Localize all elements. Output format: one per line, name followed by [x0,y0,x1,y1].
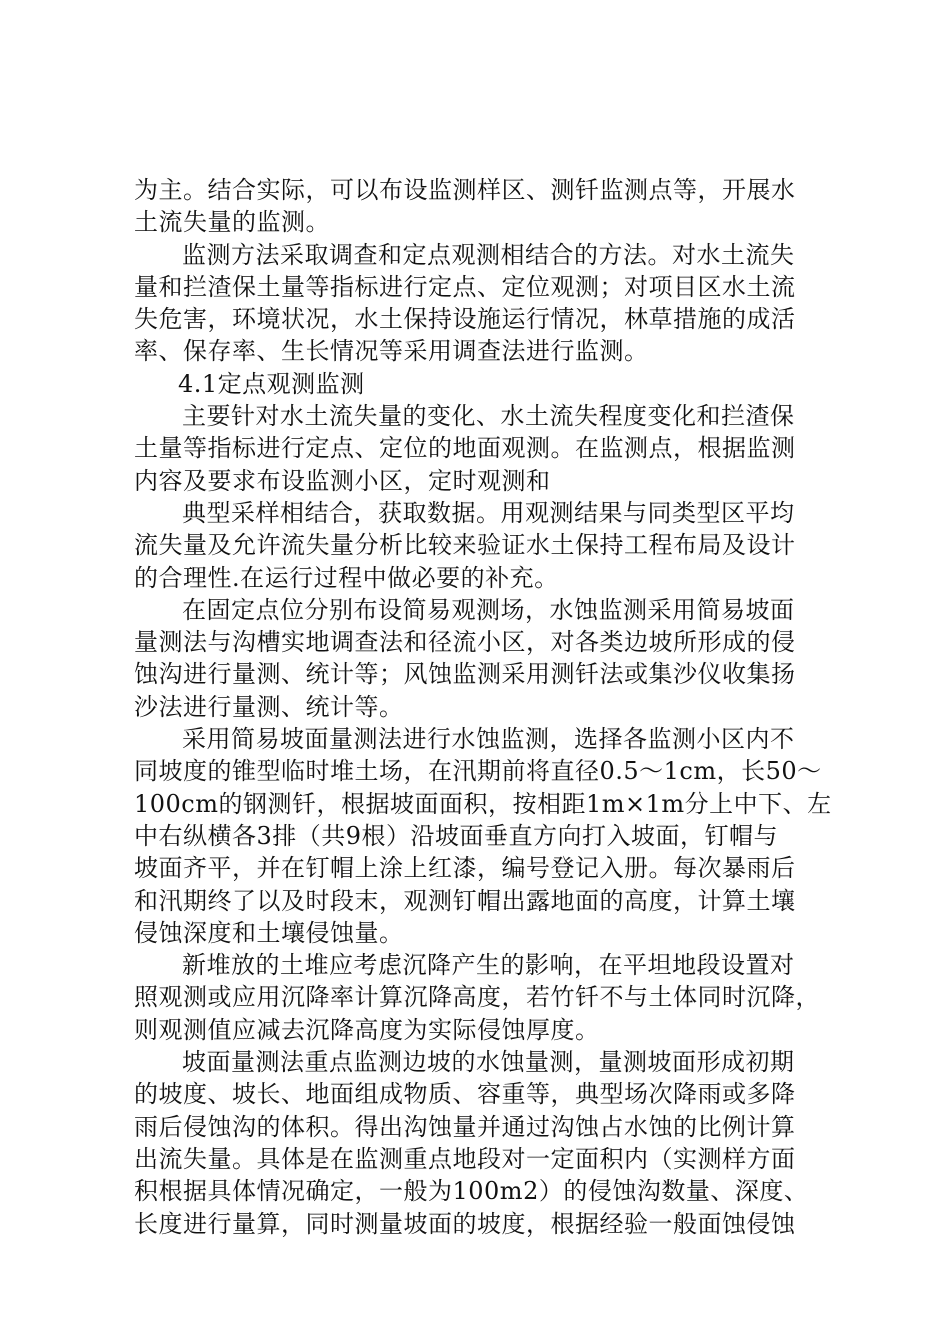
text-line: 蚀沟进行量测、统计等；风蚀监测采用测钎法或集沙仪收集扬 [134,660,796,689]
text-line: 的坡度、坡长、地面组成物质、容重等，典型场次降雨或多降 [134,1080,796,1109]
text-line: 同坡度的锥型临时堆土场，在汛期前将直径0.5～1cm，长50～ [134,757,822,786]
text-line: 长度进行量算，同时测量坡面的坡度，根据经验一般面蚀侵蚀 [134,1209,796,1238]
text-line: 积根据具体情况确定，一般为100m2）的侵蚀沟数量、深度、 [134,1177,809,1206]
text-line: 照观测或应用沉降率计算沉降高度，若竹钎不与土体同时沉降， [134,983,820,1012]
paragraph-start-line: 典型采样相结合，获取数据。用观测结果与同类型区平均 [182,498,795,527]
paragraph-start-line: 坡面量测法重点监测边坡的水蚀量测，量测坡面形成初期 [182,1048,795,1077]
text-line: 流失量及允许流失量分析比较来验证水土保持工程布局及设计 [134,531,796,560]
text-line: 侵蚀深度和土壤侵蚀量。 [134,918,404,947]
paragraph-start-line: 采用简易坡面量测法进行水蚀监测，选择各监测小区内不 [182,725,795,754]
text-line: 沙法进行量测、统计等。 [134,692,404,721]
paragraph-start-line: 监测方法采取调查和定点观测相结合的方法。对水土流失 [182,240,795,269]
text-line: 土流失量的监测。 [134,208,330,237]
text-line: 中右纵横各3排（共9根）沿坡面垂直方向打入坡面，钉帽与 [134,821,779,850]
paragraph-start-line: 在固定点位分别布设简易观测场，水蚀监测采用简易坡面 [182,595,795,624]
text-line: 量和拦渣保土量等指标进行定点、定位观测；对项目区水土流 [134,272,796,301]
text-line: 100cm的钢测钎，根据坡面面积，按相距1m×1m分上中下、左 [134,789,832,818]
text-line: 为主。结合实际，可以布设监测样区、测钎监测点等，开展水 [134,176,796,204]
paragraph-start-line: 主要针对水土流失量的变化、水土流失程度变化和拦渣保 [182,402,795,431]
text-line: 量测法与沟槽实地调查法和径流小区，对各类边坡所形成的侵 [134,628,796,657]
text-line: 的合理性.在运行过程中做必要的补充。 [134,563,559,592]
section-heading: 4.1定点观测监测 [178,369,365,398]
text-line: 失危害，环境状况，水土保持设施运行情况，林草措施的成活 [134,305,796,334]
paragraph-start-line: 新堆放的土堆应考虑沉降产生的影响，在平坦地段设置对 [182,951,795,980]
text-line: 出流失量。具体是在监测重点地段对一定面积内（实测样方面 [134,1144,796,1173]
text-line: 土量等指标进行定点、定位的地面观测。在监测点，根据监测 [134,434,796,463]
text-line: 和汛期终了以及时段末，观测钉帽出露地面的高度，计算土壤 [134,886,796,915]
text-line: 内容及要求布设监测小区，定时观测和 [134,466,551,495]
text-line: 雨后侵蚀沟的体积。得出沟蚀量并通过沟蚀占水蚀的比例计算 [134,1112,796,1141]
document-body [134,174,834,1240]
text-line: 坡面齐平，并在钉帽上涂上红漆，编号登记入册。每次暴雨后 [134,854,796,883]
text-line: 则观测值应减去沉降高度为实际侵蚀厚度。 [134,1015,600,1044]
text-line: 率、保存率、生长情况等采用调查法进行监测。 [134,337,649,366]
